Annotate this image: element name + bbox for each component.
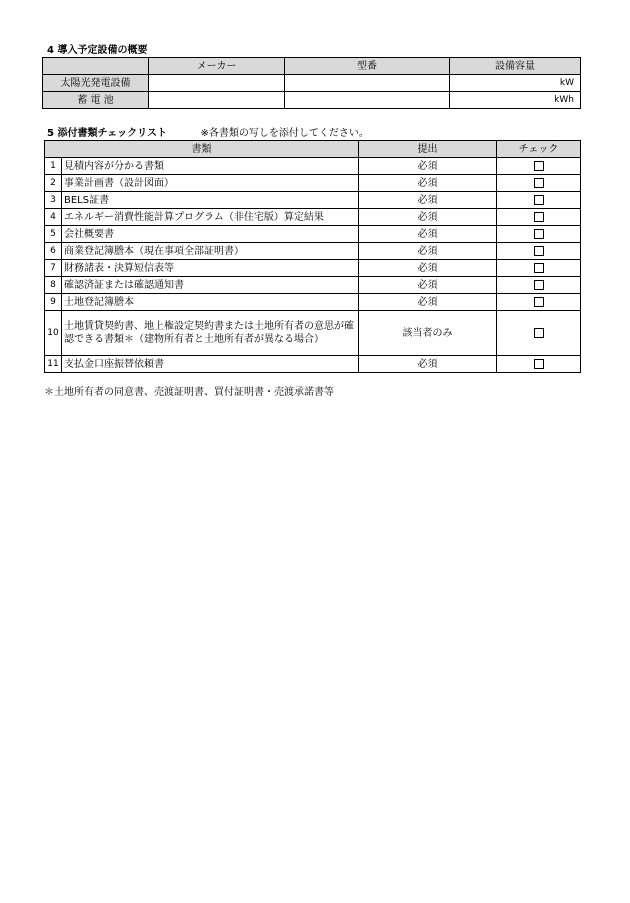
table-row [45, 243, 581, 260]
check-cell[interactable] [497, 209, 581, 226]
check-cell[interactable] [497, 356, 581, 373]
checkbox[interactable] [534, 212, 544, 222]
maker-cell[interactable] [149, 75, 285, 92]
table-row [45, 209, 581, 226]
equipment-table-header [43, 58, 581, 75]
footnote: ＊土地所有者の同意書、売渡証明書、買付証明書・売渡承諾書等 [44, 387, 334, 398]
model-cell[interactable] [285, 92, 450, 109]
row-number: 4 [45, 209, 62, 226]
row-number: 8 [45, 277, 62, 294]
check-cell[interactable] [497, 260, 581, 277]
header-blank [43, 58, 149, 75]
check-cell[interactable] [497, 243, 581, 260]
table-row [45, 356, 581, 373]
header-model: 型番 [285, 58, 450, 75]
header-capacity: 設備容量 [450, 58, 581, 75]
row-number: 2 [45, 175, 62, 192]
submit-requirement: 必須 [359, 226, 497, 243]
document-name: 財務諸表・決算短信表等 [62, 260, 359, 277]
section5-title: 5 添付書類チェックリスト [47, 128, 167, 139]
table-row [45, 294, 581, 311]
row-number: 3 [45, 192, 62, 209]
submit-requirement: 必須 [359, 243, 497, 260]
header-maker: メーカー [149, 58, 285, 75]
checkbox[interactable] [534, 161, 544, 171]
submit-requirement: 必須 [359, 175, 497, 192]
check-cell[interactable] [497, 175, 581, 192]
header-doc: 書類 [45, 141, 359, 158]
checkbox[interactable] [534, 195, 544, 205]
document-name: BELS証書 [62, 192, 359, 209]
section5-note: ※各書類の写しを添付してください。 [200, 128, 369, 139]
check-cell[interactable] [497, 277, 581, 294]
document-name: 事業計画書（設計図面） [62, 175, 359, 192]
check-cell[interactable] [497, 311, 581, 356]
document-name: 確認済証または確認通知書 [62, 277, 359, 294]
checkbox[interactable] [534, 359, 544, 369]
submit-requirement: 必須 [359, 294, 497, 311]
checklist-table [44, 140, 581, 373]
table-row [45, 226, 581, 243]
check-cell[interactable] [497, 158, 581, 175]
document-name: 土地登記簿謄本 [62, 294, 359, 311]
model-cell[interactable] [285, 75, 450, 92]
row-number: 5 [45, 226, 62, 243]
checkbox[interactable] [534, 178, 544, 188]
checkbox[interactable] [534, 229, 544, 239]
table-row [45, 277, 581, 294]
checkbox[interactable] [534, 328, 544, 338]
section5-title-line [47, 124, 369, 139]
table-row [45, 260, 581, 277]
row-label: 太陽光発電設備 [43, 75, 149, 92]
header-check: チェック [497, 141, 581, 158]
row-number: 1 [45, 158, 62, 175]
equipment-row-solar [43, 75, 581, 92]
submit-requirement: 必須 [359, 192, 497, 209]
section4-title: 4 導入予定設備の概要 [47, 45, 148, 56]
capacity-cell[interactable]: kW [450, 75, 581, 92]
table-row [45, 158, 581, 175]
checkbox[interactable] [534, 297, 544, 307]
row-number: 10 [45, 311, 62, 356]
submit-requirement: 必須 [359, 260, 497, 277]
submit-requirement: 必須 [359, 158, 497, 175]
submit-requirement: 必須 [359, 356, 497, 373]
checkbox[interactable] [534, 263, 544, 273]
checkbox[interactable] [534, 280, 544, 290]
row-number: 9 [45, 294, 62, 311]
maker-cell[interactable] [149, 92, 285, 109]
row-number: 7 [45, 260, 62, 277]
submit-requirement: 必須 [359, 209, 497, 226]
check-cell[interactable] [497, 192, 581, 209]
document-name: 支払金口座振替依頼書 [62, 356, 359, 373]
document-name: 見積内容が分かる書類 [62, 158, 359, 175]
capacity-cell[interactable]: kWh [450, 92, 581, 109]
row-number: 6 [45, 243, 62, 260]
table-row [45, 175, 581, 192]
row-number: 11 [45, 356, 62, 373]
document-name: 商業登記簿謄本（現在事項全部証明書） [62, 243, 359, 260]
table-row [45, 311, 581, 356]
header-submit: 提出 [359, 141, 497, 158]
document-name: 土地賃貸契約書、地上権設定契約書または土地所有者の意思が確認できる書類＊（建物所有者と土地所有者が異なる場合） [62, 311, 359, 356]
checklist-header [45, 141, 581, 158]
document-name: 会社概要書 [62, 226, 359, 243]
document-name: エネルギー消費性能計算プログラム（非住宅版）算定結果 [62, 209, 359, 226]
equipment-row-battery [43, 92, 581, 109]
table-row [45, 192, 581, 209]
checkbox[interactable] [534, 246, 544, 256]
row-label: 蓄 電 池 [43, 92, 149, 109]
submit-requirement: 該当者のみ [359, 311, 497, 356]
equipment-table [42, 57, 581, 109]
check-cell[interactable] [497, 226, 581, 243]
check-cell[interactable] [497, 294, 581, 311]
submit-requirement: 必須 [359, 277, 497, 294]
